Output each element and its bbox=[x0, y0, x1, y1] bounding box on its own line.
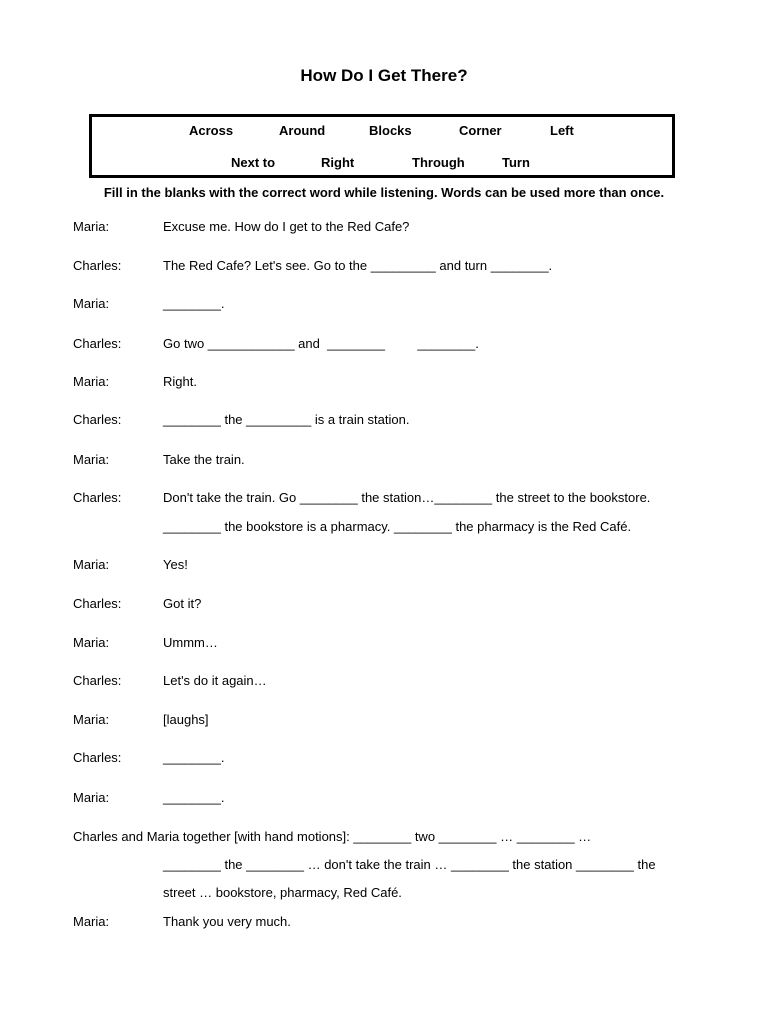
dialogue-line: Go two ____________ and ________ ________. bbox=[163, 336, 479, 351]
dialogue-line: ________ the ________ … don't take the train … ________ the station ________ the bbox=[163, 857, 656, 872]
speaker-label: Maria: bbox=[73, 635, 110, 650]
dialogue-line: Yes! bbox=[163, 557, 188, 572]
dialogue-line: street … bookstore, pharmacy, Red Café. bbox=[163, 885, 402, 900]
speaker-label: Charles: bbox=[73, 336, 122, 351]
dialogue-line: ________. bbox=[163, 790, 225, 805]
dialogue-line: Don't take the train. Go ________ the station…________ the street to the bookstore. bbox=[163, 490, 651, 505]
speaker-label: Maria: bbox=[73, 914, 110, 929]
dialogue-line: Charles and Maria together [with hand motions]: ________ two ________ … ________ … bbox=[73, 829, 592, 844]
word-bank-item: Turn bbox=[502, 155, 530, 170]
dialogue-line: ________ the bookstore is a pharmacy. ________ the pharmacy is the Red Café. bbox=[163, 519, 632, 534]
word-bank-item: Through bbox=[412, 155, 465, 170]
word-bank-item: Right bbox=[321, 155, 355, 170]
dialogue-line: Right. bbox=[163, 374, 197, 389]
speaker-label: Charles: bbox=[73, 258, 122, 273]
dialogue-line: Got it? bbox=[163, 596, 202, 611]
dialogue-line: The Red Cafe? Let's see. Go to the _________ and turn ________. bbox=[163, 258, 553, 273]
dialogue-line: Thank you very much. bbox=[163, 914, 291, 929]
word-bank-item: Next to bbox=[231, 155, 276, 170]
word-bank-item: Blocks bbox=[369, 123, 412, 138]
dialogue-line: Take the train. bbox=[163, 452, 245, 467]
speaker-label: Charles: bbox=[73, 596, 122, 611]
dialogue-line: Excuse me. How do I get to the Red Cafe? bbox=[163, 219, 410, 234]
dialogue-line: ________ the _________ is a train station. bbox=[163, 412, 410, 427]
speaker-label: Maria: bbox=[73, 452, 110, 467]
dialogue-line: [laughs] bbox=[163, 712, 209, 727]
dialogue-line: Ummm… bbox=[163, 635, 218, 650]
page-title: How Do I Get There? bbox=[300, 66, 468, 85]
speaker-label: Maria: bbox=[73, 557, 110, 572]
speaker-label: Maria: bbox=[73, 219, 110, 234]
speaker-label: Charles: bbox=[73, 490, 122, 505]
word-bank-box bbox=[89, 114, 675, 178]
instructions: Fill in the blanks with the correct word while listening. Words can be used more than once. bbox=[103, 185, 665, 200]
word-bank-item: Left bbox=[550, 123, 574, 138]
speaker-label: Charles: bbox=[73, 673, 122, 688]
word-bank-item: Around bbox=[279, 123, 326, 138]
speaker-label: Charles: bbox=[73, 750, 122, 765]
word-bank-item: Corner bbox=[459, 123, 502, 138]
speaker-label: Maria: bbox=[73, 790, 110, 805]
dialogue-line: ________. bbox=[163, 296, 225, 311]
speaker-label: Maria: bbox=[73, 712, 110, 727]
word-bank-item: Across bbox=[189, 123, 234, 138]
dialogue-line: ________. bbox=[163, 750, 225, 765]
dialogue-line: Let's do it again… bbox=[163, 673, 267, 688]
speaker-label: Maria: bbox=[73, 374, 110, 389]
speaker-label: Maria: bbox=[73, 296, 110, 311]
speaker-label: Charles: bbox=[73, 412, 122, 427]
